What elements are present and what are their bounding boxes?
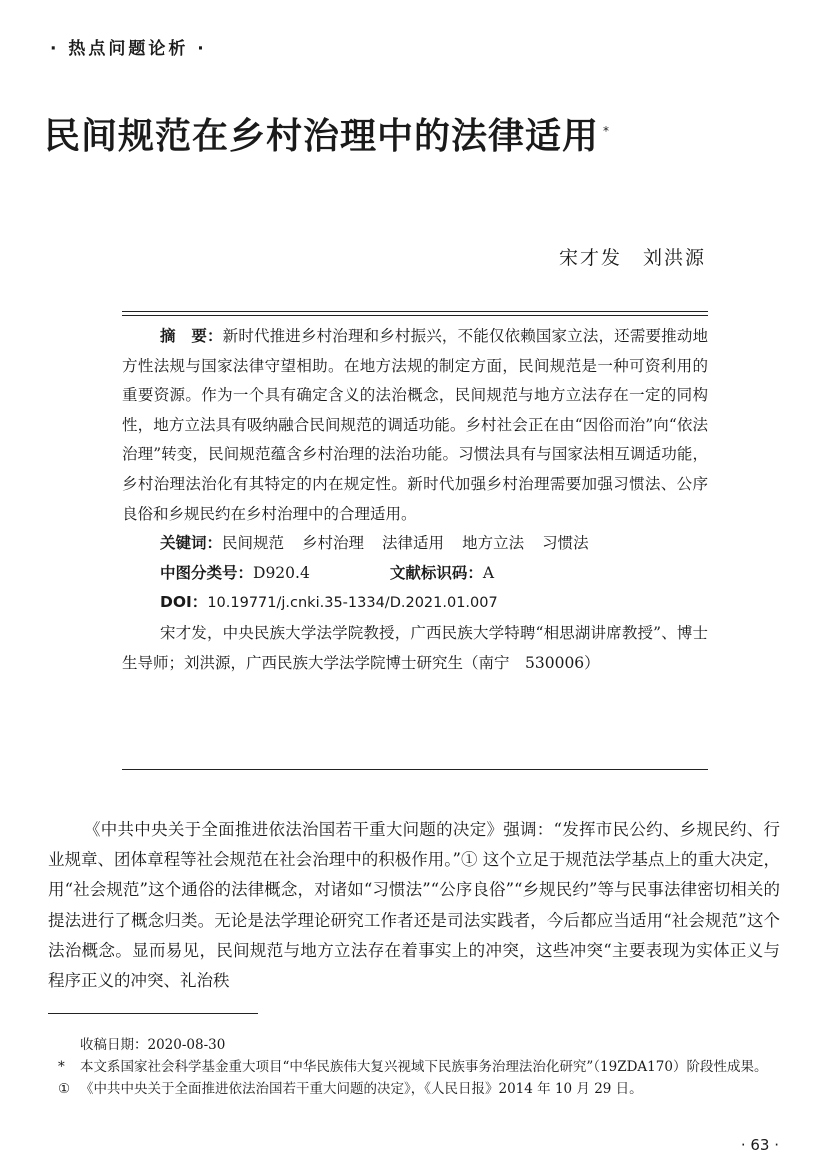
- doi-line: [122, 588, 708, 619]
- page-number: · 63 ·: [740, 1136, 779, 1154]
- keywords-label: 关键词：: [160, 534, 223, 553]
- body-text: [48, 815, 780, 996]
- classification-line: [122, 559, 708, 589]
- keyword: 民间规范: [222, 534, 285, 553]
- footnote-1-text: 《中共中央关于全面推进依法治国若干重大问题的决定》，《人民日报》2014 年 10 月 29 日。: [80, 1081, 643, 1097]
- doc-code-value: A: [482, 563, 495, 582]
- abstract-bottom-rule: [122, 769, 708, 770]
- footnote-1: [58, 1078, 780, 1100]
- author-info: 宋才发，中央民族大学法学院教授，广西民族大学特聘“相思湖讲席教授”、博士生导师；刘洪源，广西民族大学法学院博士研究生（南宁 530006）: [122, 623, 708, 672]
- section-tag: · 热点问题论析 ·: [50, 39, 207, 59]
- footnote-rule: [48, 1013, 258, 1014]
- keyword: 法律适用: [382, 534, 445, 553]
- authors: 宋才发 刘洪源: [558, 247, 706, 269]
- abstract-top-rule: [122, 311, 708, 316]
- keywords-line: [122, 529, 708, 559]
- received-date: 收稿日期：2020-08-30: [80, 1037, 226, 1053]
- doi-label: DOI：: [160, 593, 208, 612]
- doc-code-label: 文献标识码：: [389, 563, 483, 582]
- clc-label: 中图分类号：: [160, 563, 254, 582]
- title-footnote-mark: *: [603, 124, 611, 138]
- fund-note: [58, 1056, 780, 1078]
- keyword: 习惯法: [542, 534, 589, 553]
- article-title: [44, 108, 610, 159]
- body-paragraph: 《中共中央关于全面推进依法治国若干重大问题的决定》强调：“发挥市民公约、乡规民约、行业规章、团体章程等社会规范在社会治理中的积极作用。”① 这个立足于规范法学基点上的重大决定，用“社会规范”这个通俗的法律概念，对诸如“习惯法”“公序良俗”“乡规民约”等与民事法律密切相关的提法进行了概念归类。无论是法学理论研究工作者还是司法实践者，今后都应当适用“社会规范”这个法治概念。显而易见，民间规范与地方立法存在着事实上的冲突，这些冲突“主要表现为实体正义与程序正义的冲突、礼治秩: [48, 820, 780, 991]
- abstract-text: 新时代推进乡村治理和乡村振兴，不能仅依赖国家立法，还需要推动地方性法规与国家法律守望相助。在地方法规的制定方面，民间规范是一种可资利用的重要资源。作为一个具有确定含义的法治概念，民间规范与地方立法存在一定的同构性，地方立法具有吸纳融合民间规范的调适功能。乡村社会正在由“因俗而治”向“依法治理”转变，民间规范蕴含乡村治理的法治功能。习惯法具有与国家法相互调适功能，乡村治理法治化有其特定的内在规定性。新时代加强乡村治理需要加强习惯法、公序良俗和乡规民约在乡村治理中的合理适用。: [122, 327, 708, 523]
- keyword: 地方立法: [462, 534, 525, 553]
- abstract-paragraph: [122, 322, 708, 529]
- abstract-block: [122, 322, 708, 678]
- clc-value: D920.4: [253, 563, 310, 582]
- fund-mark: *: [58, 1059, 65, 1075]
- footnote-1-mark: ①: [58, 1081, 71, 1097]
- fund-text: 本文系国家社会科学基金重大项目“中华民族伟大复兴视域下民族事务治理法治化研究”（19ZDA170）阶段性成果。: [80, 1059, 768, 1075]
- doi-value: 10.19771/j.cnki.35-1334/D.2021.01.007: [207, 595, 498, 612]
- title-text: 民间规范在乡村治理中的法律适用: [44, 116, 600, 157]
- abstract-label: 摘 要：: [160, 327, 223, 345]
- keyword: 乡村治理: [302, 534, 365, 553]
- footnotes: [58, 1034, 780, 1100]
